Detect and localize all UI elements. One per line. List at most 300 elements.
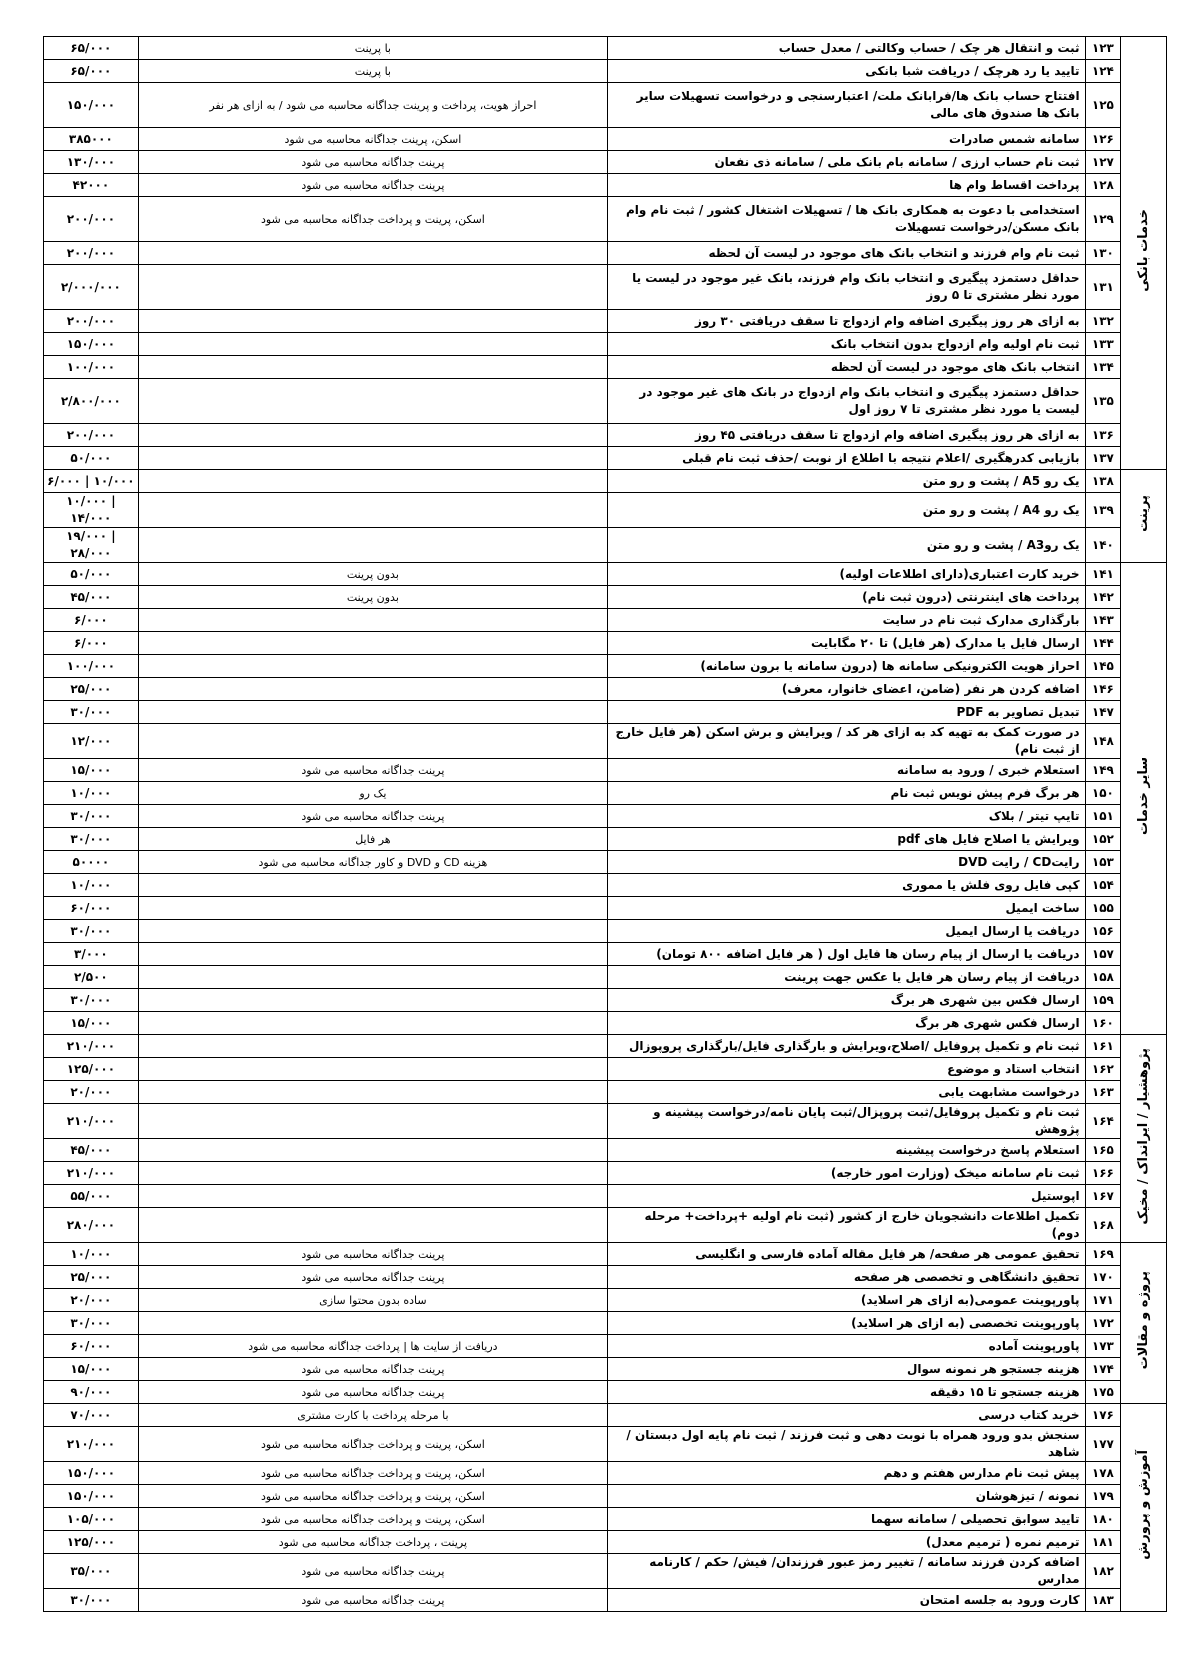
service-description: دریافت یا ارسال ایمیل: [608, 920, 1086, 943]
service-note: پرینت جداگانه محاسبه می شود: [138, 1266, 607, 1289]
row-number: ۱۷۱: [1085, 1289, 1121, 1312]
row-number: ۱۸۱: [1085, 1531, 1121, 1554]
service-price: ۶/۰۰۰: [44, 632, 139, 655]
table-row: [44, 1589, 1167, 1612]
service-description: خرید کارت اعتباری(دارای اطلاعات اولیه): [608, 563, 1086, 586]
service-price: ۶/۰۰۰ | ۱۰/۰۰۰: [44, 470, 139, 493]
table-row: [44, 1554, 1167, 1589]
service-description: ترمیم نمره ( ترمیم معدل): [608, 1531, 1086, 1554]
table-row: [44, 724, 1167, 759]
service-note: [138, 701, 607, 724]
row-number: ۱۲۹: [1085, 197, 1121, 242]
service-note: پرینت ، پرداخت جداگانه محاسبه می شود: [138, 1531, 607, 1554]
table-row: [44, 609, 1167, 632]
service-description: سامانه شمس صادرات: [608, 128, 1086, 151]
service-description: ساخت ایمیل: [608, 897, 1086, 920]
service-description: پیش ثبت نام مدارس هفتم و دهم: [608, 1462, 1086, 1485]
service-note: [138, 242, 607, 265]
table-row: [44, 632, 1167, 655]
row-number: ۱۶۵: [1085, 1139, 1121, 1162]
service-note: اسکن، پرینت و پرداخت جداگانه محاسبه می شود: [138, 1427, 607, 1462]
row-number: ۱۶۳: [1085, 1081, 1121, 1104]
service-price: ۶۰/۰۰۰: [44, 897, 139, 920]
service-price: ۱۵۰/۰۰۰: [44, 333, 139, 356]
table-row: [44, 1266, 1167, 1289]
service-note: اسکن، پرینت و پرداخت جداگانه محاسبه می شود: [138, 1485, 607, 1508]
table-row: [44, 851, 1167, 874]
service-price: ۲۱۰/۰۰۰: [44, 1427, 139, 1462]
service-description: کارت ورود به جلسه امتحان: [608, 1589, 1086, 1612]
service-price: ۱۰/۰۰۰: [44, 874, 139, 897]
service-description: تحقیق عمومی هر صفحه/ هر فایل مقاله آماده فارسی و انگلیسی: [608, 1243, 1086, 1266]
service-price: ۵۰/۰۰۰: [44, 563, 139, 586]
price-table-body: [44, 37, 1167, 1612]
service-price: ۱۰/۰۰۰: [44, 1243, 139, 1266]
service-description: تبدیل تصاویر به PDF: [608, 701, 1086, 724]
table-row: [44, 1035, 1167, 1058]
row-number: ۱۶۷: [1085, 1185, 1121, 1208]
row-number: ۱۷۳: [1085, 1335, 1121, 1358]
row-number: ۱۴۹: [1085, 759, 1121, 782]
row-number: ۱۵۸: [1085, 966, 1121, 989]
service-price: ۱۰/۰۰۰ | ۱۴/۰۰۰: [44, 493, 139, 528]
service-price: ۱۳۰/۰۰۰: [44, 151, 139, 174]
service-price: ۲/۵۰۰: [44, 966, 139, 989]
category-cell: [1121, 1243, 1167, 1404]
service-description: کپی فایل روی فلش یا مموری: [608, 874, 1086, 897]
row-number: ۱۲۷: [1085, 151, 1121, 174]
table-row: [44, 966, 1167, 989]
service-price: ۱۵/۰۰۰: [44, 1358, 139, 1381]
row-number: ۱۳۵: [1085, 379, 1121, 424]
service-price: ۱۰۰/۰۰۰: [44, 655, 139, 678]
row-number: ۱۸۲: [1085, 1554, 1121, 1589]
service-description: تحقیق دانشگاهی و تخصصی هر صفحه: [608, 1266, 1086, 1289]
service-description: انتخاب استاد و موضوع: [608, 1058, 1086, 1081]
row-number: ۱۴۷: [1085, 701, 1121, 724]
row-number: ۱۴۶: [1085, 678, 1121, 701]
row-number: ۱۳۱: [1085, 265, 1121, 310]
service-note: دریافت از سایت ها | پرداخت جداگانه محاسبه می شود: [138, 1335, 607, 1358]
table-row: [44, 197, 1167, 242]
service-description: ثبت نام اولیه وام ازدواج بدون انتخاب بانک: [608, 333, 1086, 356]
table-row: [44, 943, 1167, 966]
service-note: هر فایل: [138, 828, 607, 851]
service-price: ۴۵/۰۰۰: [44, 586, 139, 609]
service-description: پاورپوینت آماده: [608, 1335, 1086, 1358]
table-row: [44, 1139, 1167, 1162]
service-note: [138, 1081, 607, 1104]
row-number: ۱۵۱: [1085, 805, 1121, 828]
service-description: ثبت نام و تکمیل پروفایل/ثبت پروپزال/ثبت پایان نامه/درخواست پیشینه و پژوهش: [608, 1104, 1086, 1139]
row-number: ۱۶۶: [1085, 1162, 1121, 1185]
service-price: ۲۱۰/۰۰۰: [44, 1035, 139, 1058]
table-row: [44, 447, 1167, 470]
table-row: [44, 83, 1167, 128]
service-note: [138, 966, 607, 989]
table-row: [44, 828, 1167, 851]
table-row: [44, 782, 1167, 805]
service-description: تکمیل اطلاعات دانشجویان خارج از کشور (ثبت نام اولیه +پرداخت+ مرحله دوم): [608, 1208, 1086, 1243]
service-note: [138, 1139, 607, 1162]
service-note: [138, 265, 607, 310]
table-row: [44, 1462, 1167, 1485]
service-price: ۲۸۰/۰۰۰: [44, 1208, 139, 1243]
table-row: [44, 1508, 1167, 1531]
category-label: سایر خدمات: [1136, 756, 1152, 836]
service-price: ۳۰/۰۰۰: [44, 701, 139, 724]
service-note: پرینت جداگانه محاسبه می شود: [138, 805, 607, 828]
table-row: [44, 1162, 1167, 1185]
row-number: ۱۳۹: [1085, 493, 1121, 528]
table-row: [44, 1358, 1167, 1381]
service-note: اسکن، پرینت و پرداخت جداگانه محاسبه می شود: [138, 1508, 607, 1531]
table-row: [44, 310, 1167, 333]
service-description: هر برگ فرم پیش نویس ثبت نام: [608, 782, 1086, 805]
category-label: خدمات بانکی: [1136, 209, 1152, 292]
table-row: [44, 586, 1167, 609]
service-price: ۱۲۵/۰۰۰: [44, 1531, 139, 1554]
row-number: ۱۷۹: [1085, 1485, 1121, 1508]
service-note: احراز هویت، پرداخت و پرینت جداگانه محاسبه می شود / به ازای هر نفر: [138, 83, 607, 128]
service-price: ۳۰/۰۰۰: [44, 828, 139, 851]
category-label: آموزش و پرورش: [1136, 1450, 1152, 1560]
service-price: ۲/۸۰۰/۰۰۰: [44, 379, 139, 424]
row-number: ۱۵۲: [1085, 828, 1121, 851]
service-note: اسکن، پرینت و پرداخت جداگانه محاسبه می شود: [138, 197, 607, 242]
table-row: [44, 60, 1167, 83]
service-note: یک رو: [138, 782, 607, 805]
service-description: بازیابی کدرهگیری /اعلام نتیجه با اطلاع از نوبت /حذف ثبت نام قبلی: [608, 447, 1086, 470]
row-number: ۱۳۳: [1085, 333, 1121, 356]
service-note: [138, 943, 607, 966]
table-row: [44, 1381, 1167, 1404]
table-row: [44, 356, 1167, 379]
row-number: ۱۶۴: [1085, 1104, 1121, 1139]
service-description: ثبت و انتقال هر چک / حساب وکالتی / معدل حساب: [608, 37, 1086, 60]
service-description: استعلام پاسخ درخواست پیشینه: [608, 1139, 1086, 1162]
table-row: [44, 470, 1167, 493]
service-note: [138, 470, 607, 493]
row-number: ۱۳۶: [1085, 424, 1121, 447]
service-description: استخدامی با دعوت به همکاری بانک ها / تسهیلات اشتغال کشور / ثبت نام وام بانک مسکن/درخواست تسهیلات: [608, 197, 1086, 242]
table-row: [44, 1185, 1167, 1208]
service-price: ۱۵۰/۰۰۰: [44, 1462, 139, 1485]
price-list-sheet: [43, 36, 1167, 1612]
row-number: ۱۶۲: [1085, 1058, 1121, 1081]
service-price: ۲۰۰/۰۰۰: [44, 197, 139, 242]
service-note: [138, 528, 607, 563]
table-row: [44, 874, 1167, 897]
service-description: ثبت نام وام فرزند و انتخاب بانک های موجود در لیست آن لحظه: [608, 242, 1086, 265]
table-row: [44, 920, 1167, 943]
row-number: ۱۷۸: [1085, 1462, 1121, 1485]
table-row: [44, 1104, 1167, 1139]
category-cell: [1121, 1035, 1167, 1243]
table-row: [44, 1404, 1167, 1427]
table-row: [44, 1335, 1167, 1358]
table-row: [44, 1485, 1167, 1508]
row-number: ۱۶۱: [1085, 1035, 1121, 1058]
service-note: پرینت جداگانه محاسبه می شود: [138, 1589, 607, 1612]
row-number: ۱۶۹: [1085, 1243, 1121, 1266]
row-number: ۱۵۴: [1085, 874, 1121, 897]
row-number: ۱۸۳: [1085, 1589, 1121, 1612]
service-description: درخواست مشابهت یابی: [608, 1081, 1086, 1104]
table-row: [44, 174, 1167, 197]
price-table: [43, 36, 1167, 1612]
service-note: [138, 310, 607, 333]
table-row: [44, 128, 1167, 151]
service-description: پرداخت های اینترنتی (درون ثبت نام): [608, 586, 1086, 609]
service-note: با مرحله پرداخت با کارت مشتری: [138, 1404, 607, 1427]
table-row: [44, 678, 1167, 701]
service-note: [138, 1058, 607, 1081]
service-price: ۳۸۵۰۰۰: [44, 128, 139, 151]
service-price: ۶۰/۰۰۰: [44, 1335, 139, 1358]
service-note: [138, 447, 607, 470]
row-number: ۱۳۷: [1085, 447, 1121, 470]
row-number: ۱۳۲: [1085, 310, 1121, 333]
service-note: ساده بدون محتوا سازی: [138, 1289, 607, 1312]
service-price: ۴۵/۰۰۰: [44, 1139, 139, 1162]
service-note: [138, 379, 607, 424]
service-note: پرینت جداگانه محاسبه می شود: [138, 759, 607, 782]
table-row: [44, 1243, 1167, 1266]
row-number: ۱۳۰: [1085, 242, 1121, 265]
table-row: [44, 989, 1167, 1012]
service-description: سنجش بدو ورود همراه با نوبت دهی و ثبت فرزند / ثبت نام پایه اول دبستان / شاهد: [608, 1427, 1086, 1462]
service-price: ۱۰۵/۰۰۰: [44, 1508, 139, 1531]
service-description: تایید یا رد هرچک / دریافت شبا بانکی: [608, 60, 1086, 83]
service-description: اضافه کردن فرزند سامانه / تغییر رمز عبور فرزندان/ فیش/ حکم / کارنامه مدارس: [608, 1554, 1086, 1589]
table-row: [44, 805, 1167, 828]
row-number: ۱۴۸: [1085, 724, 1121, 759]
service-note: [138, 655, 607, 678]
row-number: ۱۲۴: [1085, 60, 1121, 83]
service-note: [138, 609, 607, 632]
table-row: [44, 1289, 1167, 1312]
service-note: [138, 632, 607, 655]
row-number: ۱۴۲: [1085, 586, 1121, 609]
table-row: [44, 759, 1167, 782]
service-price: ۲/۰۰۰/۰۰۰: [44, 265, 139, 310]
row-number: ۱۳۴: [1085, 356, 1121, 379]
service-price: ۱۵۰/۰۰۰: [44, 1485, 139, 1508]
service-note: [138, 1312, 607, 1335]
service-price: ۵۵/۰۰۰: [44, 1185, 139, 1208]
table-row: [44, 1312, 1167, 1335]
service-description: ثبت نام حساب ارزی / سامانه بام بانک ملی / سامانه ذی نفعان: [608, 151, 1086, 174]
row-number: ۱۸۰: [1085, 1508, 1121, 1531]
service-note: پرینت جداگانه محاسبه می شود: [138, 151, 607, 174]
row-number: ۱۲۶: [1085, 128, 1121, 151]
service-note: اسکن، پرینت جداگانه محاسبه می شود: [138, 128, 607, 151]
service-description: پرداخت اقساط وام ها: [608, 174, 1086, 197]
service-description: پاورپوینت تخصصی (به ازای هر اسلاید): [608, 1312, 1086, 1335]
service-price: ۲۱۰/۰۰۰: [44, 1104, 139, 1139]
service-note: [138, 333, 607, 356]
service-price: ۱۰/۰۰۰: [44, 782, 139, 805]
service-note: [138, 724, 607, 759]
row-number: ۱۵۷: [1085, 943, 1121, 966]
service-description: یک روA3 / پشت و رو متن: [608, 528, 1086, 563]
service-price: ۵۰۰۰۰: [44, 851, 139, 874]
service-description: تایپ تیتر / بلاک: [608, 805, 1086, 828]
service-description: حداقل دستمزد پیگیری و انتخاب بانک وام ازدواج در بانک های غیر موجود در لیست یا مورد نظر مشتری تا ۷ روز اول: [608, 379, 1086, 424]
table-row: [44, 37, 1167, 60]
row-number: ۱۴۳: [1085, 609, 1121, 632]
table-row: [44, 493, 1167, 528]
service-note: [138, 356, 607, 379]
service-description: به ازای هر روز پیگیری اضافه وام ازدواج تا سقف دریافتی ۳۰ روز: [608, 310, 1086, 333]
table-row: [44, 1208, 1167, 1243]
service-price: ۳۰/۰۰۰: [44, 805, 139, 828]
table-row: [44, 265, 1167, 310]
service-description: یک رو A4 / پشت و رو متن: [608, 493, 1086, 528]
row-number: ۱۵۰: [1085, 782, 1121, 805]
service-note: [138, 874, 607, 897]
service-note: پرینت جداگانه محاسبه می شود: [138, 1243, 607, 1266]
service-description: اضافه کردن هر نفر (ضامن، اعضای خانوار، معرف): [608, 678, 1086, 701]
table-row: [44, 701, 1167, 724]
service-price: ۲۵/۰۰۰: [44, 678, 139, 701]
row-number: ۱۲۵: [1085, 83, 1121, 128]
service-description: بارگذاری مدارک ثبت نام در سایت: [608, 609, 1086, 632]
row-number: ۱۵۳: [1085, 851, 1121, 874]
service-price: ۲۰۰/۰۰۰: [44, 310, 139, 333]
service-price: ۳/۰۰۰: [44, 943, 139, 966]
service-description: دریافت از پیام رسان هر فایل یا عکس جهت پرینت: [608, 966, 1086, 989]
service-note: هزینه CD و DVD و کاور جداگانه محاسبه می شود: [138, 851, 607, 874]
service-note: پرینت جداگانه محاسبه می شود: [138, 174, 607, 197]
service-description: اپوستیل: [608, 1185, 1086, 1208]
service-price: ۲۰/۰۰۰: [44, 1289, 139, 1312]
service-note: [138, 1208, 607, 1243]
service-price: ۱۲/۰۰۰: [44, 724, 139, 759]
service-note: با پرینت: [138, 37, 607, 60]
service-price: ۹۰/۰۰۰: [44, 1381, 139, 1404]
service-price: ۱۲۵/۰۰۰: [44, 1058, 139, 1081]
category-cell: [1121, 470, 1167, 563]
row-number: ۱۷۲: [1085, 1312, 1121, 1335]
row-number: ۱۶۸: [1085, 1208, 1121, 1243]
row-number: ۱۵۹: [1085, 989, 1121, 1012]
table-row: [44, 655, 1167, 678]
service-description: احراز هویت الکترونیکی سامانه ها (درون سامانه یا برون سامانه): [608, 655, 1086, 678]
service-note: با پرینت: [138, 60, 607, 83]
service-price: ۱۵۰/۰۰۰: [44, 83, 139, 128]
row-number: ۱۴۵: [1085, 655, 1121, 678]
service-description: ارسال فکس بین شهری هر برگ: [608, 989, 1086, 1012]
service-note: [138, 1185, 607, 1208]
service-description: خرید کتاب درسی: [608, 1404, 1086, 1427]
service-price: ۳۰/۰۰۰: [44, 989, 139, 1012]
table-row: [44, 1012, 1167, 1035]
service-note: [138, 1162, 607, 1185]
table-row: [44, 897, 1167, 920]
category-cell: [1121, 37, 1167, 470]
service-description: استعلام خبری / ورود به سامانه: [608, 759, 1086, 782]
category-cell: [1121, 563, 1167, 1035]
service-note: [138, 1104, 607, 1139]
row-number: ۱۷۰: [1085, 1266, 1121, 1289]
service-note: [138, 678, 607, 701]
service-price: ۵۰/۰۰۰: [44, 447, 139, 470]
service-description: هزینه جستجو تا ۱۵ دقیقه: [608, 1381, 1086, 1404]
service-price: ۱۵/۰۰۰: [44, 1012, 139, 1035]
service-note: [138, 989, 607, 1012]
service-price: ۳۰/۰۰۰: [44, 1589, 139, 1612]
service-description: نمونه / تیزهوشان: [608, 1485, 1086, 1508]
service-note: [138, 1035, 607, 1058]
service-price: ۶/۰۰۰: [44, 609, 139, 632]
service-note: [138, 493, 607, 528]
service-description: در صورت کمک به تهیه کد به ازای هر کد / ویرایش و برش اسکن (هر فایل خارج از ثبت نام): [608, 724, 1086, 759]
service-price: ۲۰۰/۰۰۰: [44, 424, 139, 447]
service-note: [138, 1012, 607, 1035]
service-description: پاورپوینت عمومی(به ازای هر اسلاید): [608, 1289, 1086, 1312]
service-price: ۶۵/۰۰۰: [44, 37, 139, 60]
service-description: هزینه جستجو هر نمونه سوال: [608, 1358, 1086, 1381]
service-description: تایید سوابق تحصیلی / سامانه سهما: [608, 1508, 1086, 1531]
row-number: ۱۷۷: [1085, 1427, 1121, 1462]
service-price: ۳۰/۰۰۰: [44, 920, 139, 943]
service-note: [138, 897, 607, 920]
service-description: به ازای هر روز پیگیری اضافه وام ازدواج تا سقف دریافتی ۴۵ روز: [608, 424, 1086, 447]
category-label: پروژه و مقالات: [1136, 1271, 1152, 1370]
service-price: ۳۰/۰۰۰: [44, 1312, 139, 1335]
service-description: رایتCD / رایت DVD: [608, 851, 1086, 874]
service-description: ثبت نام سامانه میخک (وزارت امور خارجه): [608, 1162, 1086, 1185]
row-number: ۱۷۴: [1085, 1358, 1121, 1381]
table-row: [44, 563, 1167, 586]
service-description: یک رو A5 / پشت و رو متن: [608, 470, 1086, 493]
row-number: ۱۶۰: [1085, 1012, 1121, 1035]
row-number: ۱۴۴: [1085, 632, 1121, 655]
table-row: [44, 151, 1167, 174]
service-price: ۲۱۰/۰۰۰: [44, 1162, 139, 1185]
service-note: پرینت جداگانه محاسبه می شود: [138, 1554, 607, 1589]
row-number: ۱۷۵: [1085, 1381, 1121, 1404]
service-note: بدون پرینت: [138, 563, 607, 586]
table-row: [44, 333, 1167, 356]
row-number: ۱۵۵: [1085, 897, 1121, 920]
service-note: [138, 920, 607, 943]
service-description: ارسال فکس شهری هر برگ: [608, 1012, 1086, 1035]
service-description: دریافت یا ارسال از پیام رسان ها فایل اول ( هر فایل اضافه ۸۰۰ تومان): [608, 943, 1086, 966]
table-row: [44, 1058, 1167, 1081]
service-description: ثبت نام و تکمیل پروفایل /اصلاح،ویرایش و بارگذاری فایل/بارگذاری پروپوزال: [608, 1035, 1086, 1058]
service-price: ۲۵/۰۰۰: [44, 1266, 139, 1289]
row-number: ۱۵۶: [1085, 920, 1121, 943]
service-note: پرینت جداگانه محاسبه می شود: [138, 1358, 607, 1381]
category-cell: [1121, 1404, 1167, 1612]
service-price: ۲۰/۰۰۰: [44, 1081, 139, 1104]
service-note: اسکن، پرینت و پرداخت جداگانه محاسبه می شود: [138, 1462, 607, 1485]
service-note: بدون پرینت: [138, 586, 607, 609]
service-price: ۷۰/۰۰۰: [44, 1404, 139, 1427]
service-description: افتتاح حساب بانک ها/فرابانک ملت/ اعتبارسنجی و درخواست تسهیلات سایر بانک ها صندوق های مالی: [608, 83, 1086, 128]
service-price: ۲۰۰/۰۰۰: [44, 242, 139, 265]
table-row: [44, 1531, 1167, 1554]
service-description: ارسال فایل یا مدارک (هر فایل) تا ۲۰ مگابایت: [608, 632, 1086, 655]
row-number: ۱۳۸: [1085, 470, 1121, 493]
row-number: ۱۴۱: [1085, 563, 1121, 586]
service-description: انتخاب بانک های موجود در لیست آن لحظه: [608, 356, 1086, 379]
row-number: ۱۲۳: [1085, 37, 1121, 60]
service-price: ۳۵/۰۰۰: [44, 1554, 139, 1589]
